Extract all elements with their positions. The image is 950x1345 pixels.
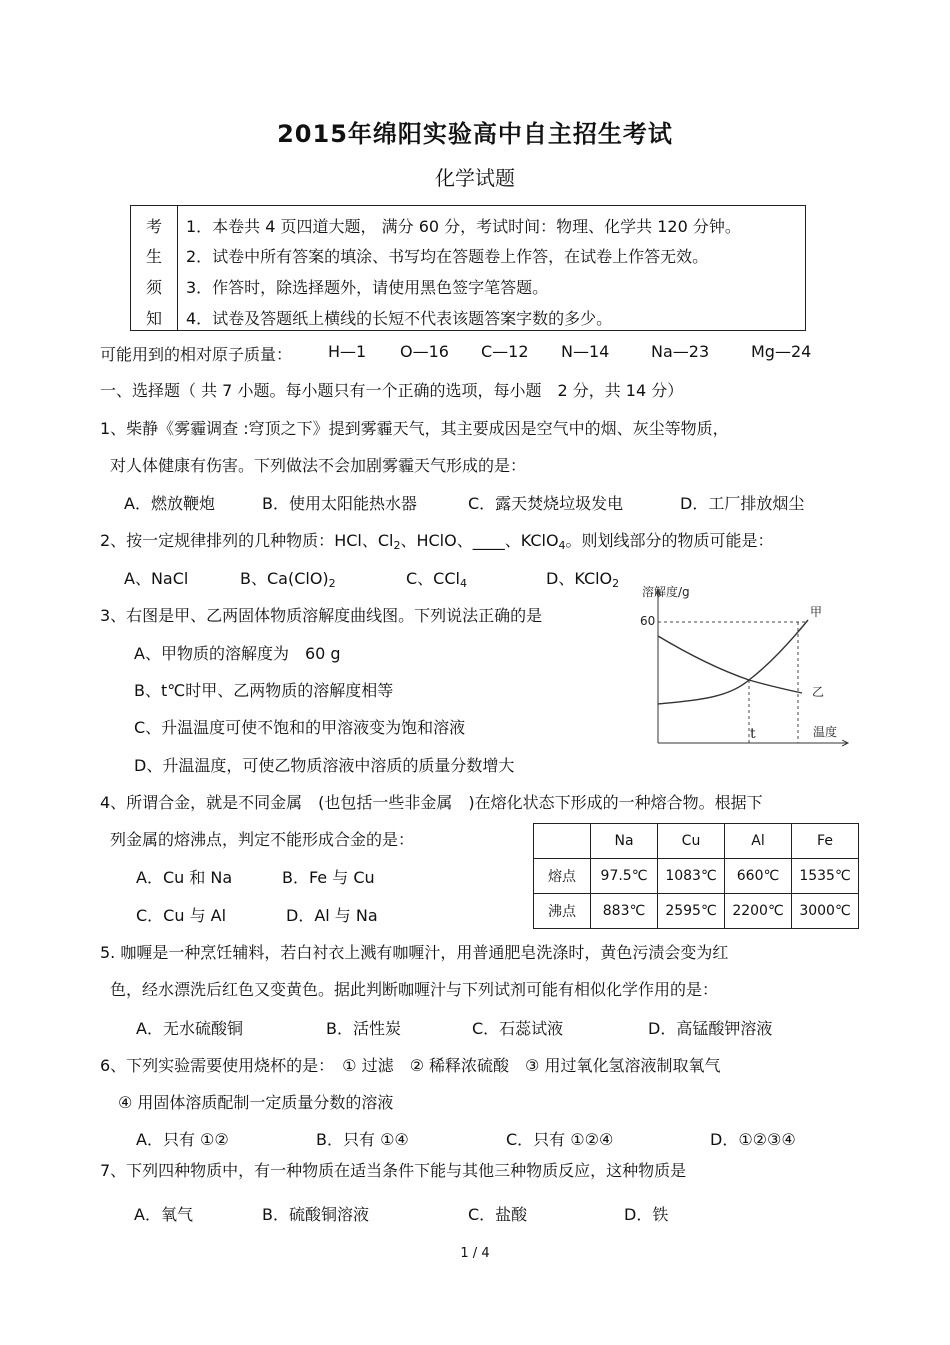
table-cell: 2595℃ [658,894,725,929]
q5-option-c: C．石蕊试液 [472,1019,564,1038]
notice-label-char: 知 [145,309,162,328]
section-heading: 一、选择题（ 共 7 小题。每小题只有一个正确的选项，每小题 2 分，共 14 分） [100,381,684,400]
page-number: 1 / 4 [460,1246,490,1261]
q1-option-b: B．使用太阳能热水器 [262,494,417,513]
q6-option-c: C．只有 ①②④ [506,1130,614,1149]
q2-option-b-subscript: 2 [328,577,336,590]
q5-option-a: A．无水硫酸铜 [136,1019,243,1038]
q4-option-c: C．Cu 与 Al [136,906,227,925]
table-cell: 883℃ [591,894,658,929]
question-1-stem: 1、柴静《雾霾调查 :穹顶之下》提到雾霾天气，其主要成因是空气中的烟、灰尘等物质， [100,419,729,438]
question-2-stem [100,528,774,552]
series-yi-line [658,636,802,693]
notice-label-char: 考 [145,217,162,236]
q3-option-c: C、升温温度可使不饱和的甲溶液变为饱和溶液 [134,718,466,737]
q6-option-a: A．只有 ①② [136,1130,229,1149]
q3-option-a: A、甲物质的溶解度为 60 g [134,644,341,663]
q4-option-a: A．Cu 和 Na [136,868,233,887]
q2-kclo4-subscript: 4 [558,539,566,552]
q5-option-d: D．高锰酸钾溶液 [648,1019,773,1038]
question-3-stem: 3、右图是甲、乙两固体物质溶解度曲线图。下列说法正确的是 [100,606,543,625]
q2-option-d-subscript: 2 [612,577,620,590]
q3-option-d: D、升温温度，可使乙物质溶液中溶质的质量分数增大 [134,756,515,775]
q2-option-a: A、NaCl [124,569,189,588]
table-cell [534,824,591,859]
notice-item: 4．试卷及答题纸上横线的长短不代表该题答案字数的多少。 [186,309,613,328]
q2-cl2-subscript: 2 [393,539,401,552]
page-subtitle: 化学试题 [435,166,515,190]
question-5-stem-cont: 色，经水漂洗后红色又变黄色。据此判断咖喱汁与下列试剂可能有相似化学作用的是： [110,980,719,999]
notice-label-char: 须 [145,278,162,297]
table-header-row [534,824,859,859]
q4-option-b: B．Fe 与 Cu [282,868,375,887]
atomic-mass-value: Na—23 [651,342,710,361]
q3-option-b: B、t℃时甲、乙两物质的溶解度相等 [134,681,394,700]
question-7-stem: 7、下列四种物质中，有一种物质在适当条件下能与其他三种物质反应，这种物质是 [100,1161,687,1180]
question-4-stem: 4、所谓合金，就是不同金属 (也包括一些非金属 )在熔化状态下形成的一种熔合物。根据下 [100,793,763,812]
atomic-mass-value: O—16 [400,342,449,361]
q2-option-d [546,566,619,590]
q7-option-a: A．氧气 [134,1205,193,1224]
table-cell: Cu [658,824,725,859]
q1-option-a: A．燃放鞭炮 [124,494,215,513]
q5-option-b: B．活性炭 [326,1019,401,1038]
question-1-stem-cont: 对人体健康有伤害。下列做法不会加剧雾霾天气形成的是： [110,456,527,475]
atomic-mass-value: H—1 [328,342,367,361]
table-cell: Fe [792,824,859,859]
q6-option-d: D．①②③④ [710,1130,796,1149]
atomic-mass-value: Mg—24 [751,342,812,361]
page-title: 2015年绵阳实验高中自主招生考试 [277,120,673,148]
q1-option-c: C．露天焚烧垃圾发电 [468,494,624,513]
q2-option-b [240,566,336,590]
q2-suffix: 。则划线部分的物质可能是： [565,531,774,550]
atomic-mass-value: C—12 [481,342,529,361]
table-cell: 660℃ [725,859,792,894]
table-cell: Na [591,824,658,859]
q2-mid: 、HClO、____、KClO [400,531,559,550]
q1-option-d: D．工厂排放烟尘 [680,494,805,513]
table-cell: 2200℃ [725,894,792,929]
notice-item: 1．本卷共 4 页四道大题， 满分 60 分，考试时间：物理、化学共 120 分钟。 [186,217,741,236]
notice-item: 2．试卷中所有答案的填涂、书写均在答题卷上作答，在试卷上作答无效。 [186,247,709,266]
notice-label-char: 生 [145,247,162,266]
series-jia-label: 甲 [810,605,823,619]
question-6-stem: 6、下列实验需要使用烧杯的是： ① 过滤 ② 稀释浓硫酸 ③ 用过氧化氢溶液制取氧气 [100,1056,721,1075]
q2-hcl: HCl、Cl [334,531,394,550]
table-cell: 沸点 [534,894,591,929]
question-5-stem: 5. 咖喱是一种烹饪辅料，若白衬衣上溅有咖喱汁，用普通肥皂洗涤时，黄色污渍会变为红 [100,943,729,962]
table-cell: 熔点 [534,859,591,894]
table-cell: Al [725,824,792,859]
q4-option-d: D．Al 与 Na [286,906,378,925]
x-tick-label: t [750,726,756,742]
melting-boiling-table [533,823,859,929]
q7-option-b: B．硫酸铜溶液 [262,1205,369,1224]
atomic-mass-value: N—14 [561,342,610,361]
table-cell: 3000℃ [792,894,859,929]
question-6-stem-cont: ④ 用固体溶质配制一定质量分数的溶液 [118,1093,394,1112]
q2-option-c-text: C、CCl [406,569,460,588]
q2-prefix: 2、按一定规律排列的几种物质： [100,531,335,550]
y-tick-label: 60 [640,614,656,628]
solubility-chart [620,578,860,753]
atomic-masses-label: 可能用到的相对原子质量： [100,345,293,364]
series-yi-label: 乙 [812,685,825,699]
q2-option-d-text: D、KClO [546,569,613,588]
table-row [534,859,859,894]
notice-item: 3．作答时，除选择题外，请使用黑色签字笔答题。 [186,278,549,297]
notice-label [131,206,178,330]
q6-option-b: B．只有 ①④ [316,1130,409,1149]
exam-notice-box [130,205,806,331]
table-row [534,894,859,929]
table-cell: 1083℃ [658,859,725,894]
q2-option-c-subscript: 4 [459,577,467,590]
x-axis-label: 温度 [813,725,838,739]
q2-option-b-text: B、Ca(ClO) [240,569,329,588]
question-4-stem-cont: 列金属的熔沸点，判定不能形成合金的是： [110,830,415,849]
table-cell: 97.5℃ [591,859,658,894]
q2-option-c [406,566,467,590]
y-axis-label: 溶解度/g [642,585,690,599]
table-cell: 1535℃ [792,859,859,894]
q7-option-d: D．铁 [624,1205,669,1224]
q7-option-c: C．盐酸 [468,1205,528,1224]
series-jia-line [658,620,808,704]
